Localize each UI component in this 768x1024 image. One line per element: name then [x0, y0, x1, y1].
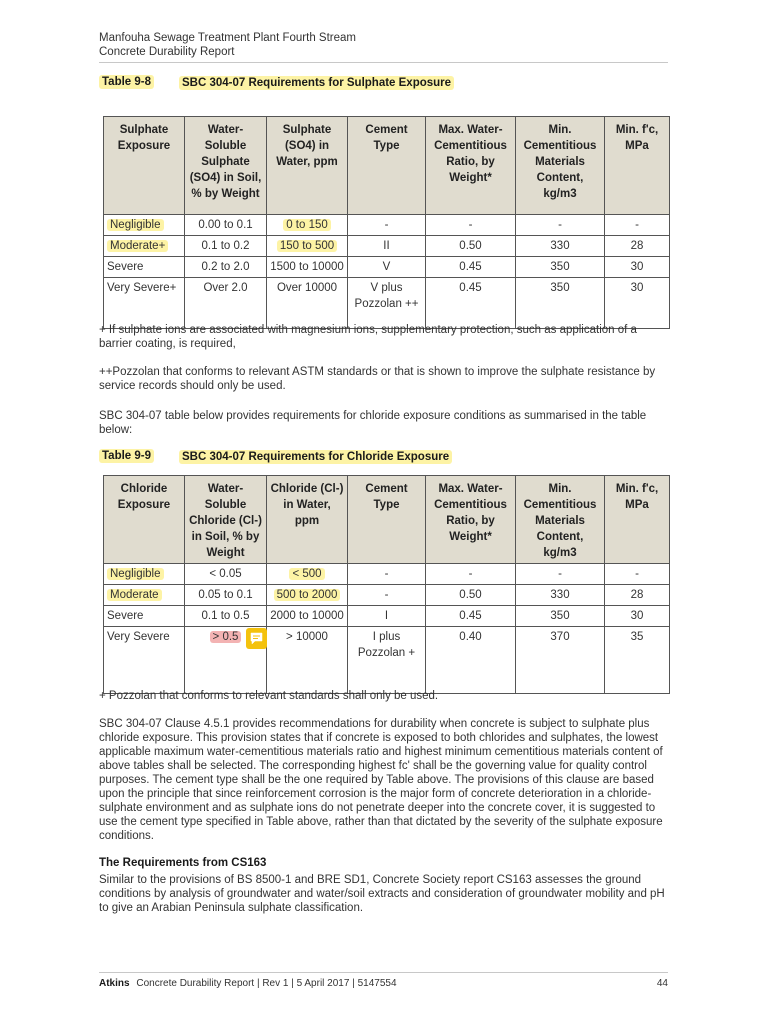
footer-divider [99, 972, 668, 973]
table-cell: 0.40 [426, 627, 516, 694]
table-cell [104, 215, 185, 236]
table-cell: 28 [605, 236, 670, 257]
note-pozzolan-astm: ++Pozzolan that conforms to relevant ASTM standards or that is shown to improve the sulphate resistance by service records should only be used. [99, 366, 656, 392]
table-header-cell: Min. f'c, MPa [605, 476, 670, 564]
table-cell: I plus Pozzolan + [348, 627, 426, 694]
table-row [104, 278, 670, 329]
table-cell: 370 [516, 627, 605, 694]
table-cell: - [426, 564, 516, 585]
table-row [104, 627, 670, 694]
table-cell: Severe [104, 606, 185, 627]
table-cell: 0.45 [426, 278, 516, 329]
table-header-row [104, 117, 670, 215]
note-pozzolan-standards: + Pozzolan that conforms to relevant standards shall only be used. [99, 690, 439, 702]
highlighted-text: Moderate [107, 589, 162, 601]
table-cell: - [605, 564, 670, 585]
header-project-title: Manfouha Sewage Treatment Plant Fourth Stream [99, 32, 356, 44]
highlighted-text: < 500 [289, 568, 324, 580]
table-header-cell: Cement Type [348, 117, 426, 215]
header-divider [99, 62, 668, 63]
table-cell: Over 10000 [267, 278, 348, 329]
table-cell: 35 [605, 627, 670, 694]
document-header [99, 31, 356, 59]
table-cell: 0.1 to 0.2 [185, 236, 267, 257]
highlighted-text-red: > 0.5 [210, 631, 242, 643]
highlighted-text: Negligible [107, 219, 164, 231]
table-header-cell: Chloride (Cl-) in Water, ppm [267, 476, 348, 564]
table-cell: 0.50 [426, 585, 516, 606]
sulphate-requirements-table [103, 116, 670, 329]
table-cell: 350 [516, 278, 605, 329]
chloride-requirements-table [103, 475, 670, 694]
table-cell [267, 564, 348, 585]
table-cell: Severe [104, 257, 185, 278]
table-cell: 0.05 to 0.1 [185, 585, 267, 606]
table-row [104, 564, 670, 585]
table2-title: SBC 304-07 Requirements for Chloride Exposure [179, 450, 452, 464]
page-number: 44 [656, 978, 668, 989]
table-cell: - [516, 215, 605, 236]
table-cell: < 0.05 [185, 564, 267, 585]
table-cell: 0.00 to 0.1 [185, 215, 267, 236]
table-cell [104, 236, 185, 257]
table-cell: - [516, 564, 605, 585]
table-header-cell: Min. Cementitious Materials Content, kg/m3 [516, 476, 605, 564]
table-cell: 330 [516, 236, 605, 257]
table-cell: 0.1 to 0.5 [185, 606, 267, 627]
table-row [104, 585, 670, 606]
table1-caption [99, 76, 452, 89]
table-cell [267, 215, 348, 236]
table-header-cell: Max. Water-Cementitious Ratio, by Weight* [426, 476, 516, 564]
table-cell: Very Severe [104, 627, 185, 694]
table-header-cell: Sulphate (SO4) in Water, ppm [267, 117, 348, 215]
table-cell [267, 236, 348, 257]
table-header-row [104, 476, 670, 564]
table-cell: 30 [605, 257, 670, 278]
section-heading-cs163: The Requirements from CS163 [99, 857, 267, 869]
table-cell: 0.50 [426, 236, 516, 257]
highlighted-text: Negligible [107, 568, 164, 580]
table-row [104, 236, 670, 257]
table-row [104, 606, 670, 627]
table-cell: 0.2 to 2.0 [185, 257, 267, 278]
table-cell: 350 [516, 257, 605, 278]
paragraph-clause-4-5-1: SBC 304-07 Clause 4.5.1 provides recommendations for durability when concrete is subject to sulphate plus chloride exposure. This provision states that if concrete is exposed to both chlorides and sulphates, the lowest applicable maximum water-cementitious materials ratio and highest minimum cementitious materials content of above tables shall be selected. The corresponding highest fc' shall be the governing value for quality control purposes. The cement type shall be the one required by Table above. The provisions of this clause are based upon the principle that since reinforcement corrosion is the major form of concrete deterioration in a chloride-sulphate environment and as sulphate ions do not penetrate deeper into the concrete cover, it is suggested to use the cement type specified in Table above, rather than that dictated by the severity of the sulphate exposure conditions. [99, 718, 663, 842]
table-cell: - [348, 215, 426, 236]
table-cell: II [348, 236, 426, 257]
table-header-cell: Water-Soluble Sulphate (SO4) in Soil, % by Weight [185, 117, 267, 215]
note-magnesium: + If sulphate ions are associated with magnesium ions, supplementary protection, such as application of a barrier coating, is required, [99, 324, 637, 350]
table-cell: 350 [516, 606, 605, 627]
table-cell [104, 585, 185, 606]
footer-brand: Atkins [99, 978, 130, 989]
table-cell: Over 2.0 [185, 278, 267, 329]
table-cell: 330 [516, 585, 605, 606]
table-header-cell: Sulphate Exposure [104, 117, 185, 215]
table-cell: - [605, 215, 670, 236]
table-header-cell: Max. Water-Cementitious Ratio, by Weight* [426, 117, 516, 215]
table-cell: V [348, 257, 426, 278]
table-cell: - [348, 564, 426, 585]
table-cell [267, 585, 348, 606]
highlighted-text: 500 to 2000 [274, 589, 341, 601]
table2-number: Table 9-9 [99, 449, 154, 463]
table-cell [104, 564, 185, 585]
highlighted-text: Moderate+ [107, 240, 168, 252]
table-header-cell: Chloride Exposure [104, 476, 185, 564]
header-report-title: Concrete Durability Report [99, 46, 235, 58]
table-cell: > 10000 [267, 627, 348, 694]
table-cell: Very Severe+ [104, 278, 185, 329]
table-header-cell: Cement Type [348, 476, 426, 564]
paragraph-chloride-intro: SBC 304-07 table below provides requirements for chloride exposure conditions as summarised in the table below: [99, 410, 647, 436]
document-footer [99, 978, 397, 989]
speech-bubble-icon [250, 632, 263, 645]
table1-title: SBC 304-07 Requirements for Sulphate Exposure [179, 76, 454, 90]
table-cell: 2000 to 10000 [267, 606, 348, 627]
table-cell: - [348, 585, 426, 606]
table-cell: 0.45 [426, 257, 516, 278]
table-header-cell: Min. Cementitious Materials Content, kg/m3 [516, 117, 605, 215]
table-cell: 30 [605, 606, 670, 627]
table-cell: 1500 to 10000 [267, 257, 348, 278]
footer-report-info: Concrete Durability Report | Rev 1 | 5 April 2017 | 5147554 [136, 978, 397, 989]
table-cell: 30 [605, 278, 670, 329]
table-cell: - [426, 215, 516, 236]
table-header-cell: Water-Soluble Chloride (Cl-) in Soil, % by Weight [185, 476, 267, 564]
table-header-cell: Min. f'c, MPa [605, 117, 670, 215]
table-cell: 28 [605, 585, 670, 606]
paragraph-cs163: Similar to the provisions of BS 8500-1 and BRE SD1, Concrete Society report CS163 assesses the ground conditions by analysis of groundwater and water/soil extracts and consideration of groundwater mobility and pH to give an Arabian Peninsula sulphate classification. [99, 874, 665, 914]
table2-caption [99, 450, 450, 463]
table-cell: 0.45 [426, 606, 516, 627]
table-row [104, 215, 670, 236]
table-cell: V plus Pozzolan ++ [348, 278, 426, 329]
highlighted-text: 0 to 150 [283, 219, 331, 231]
table1-number: Table 9-8 [99, 75, 154, 89]
table-row [104, 257, 670, 278]
comment-icon[interactable] [246, 628, 267, 649]
highlighted-text: 150 to 500 [277, 240, 337, 252]
table-cell: I [348, 606, 426, 627]
